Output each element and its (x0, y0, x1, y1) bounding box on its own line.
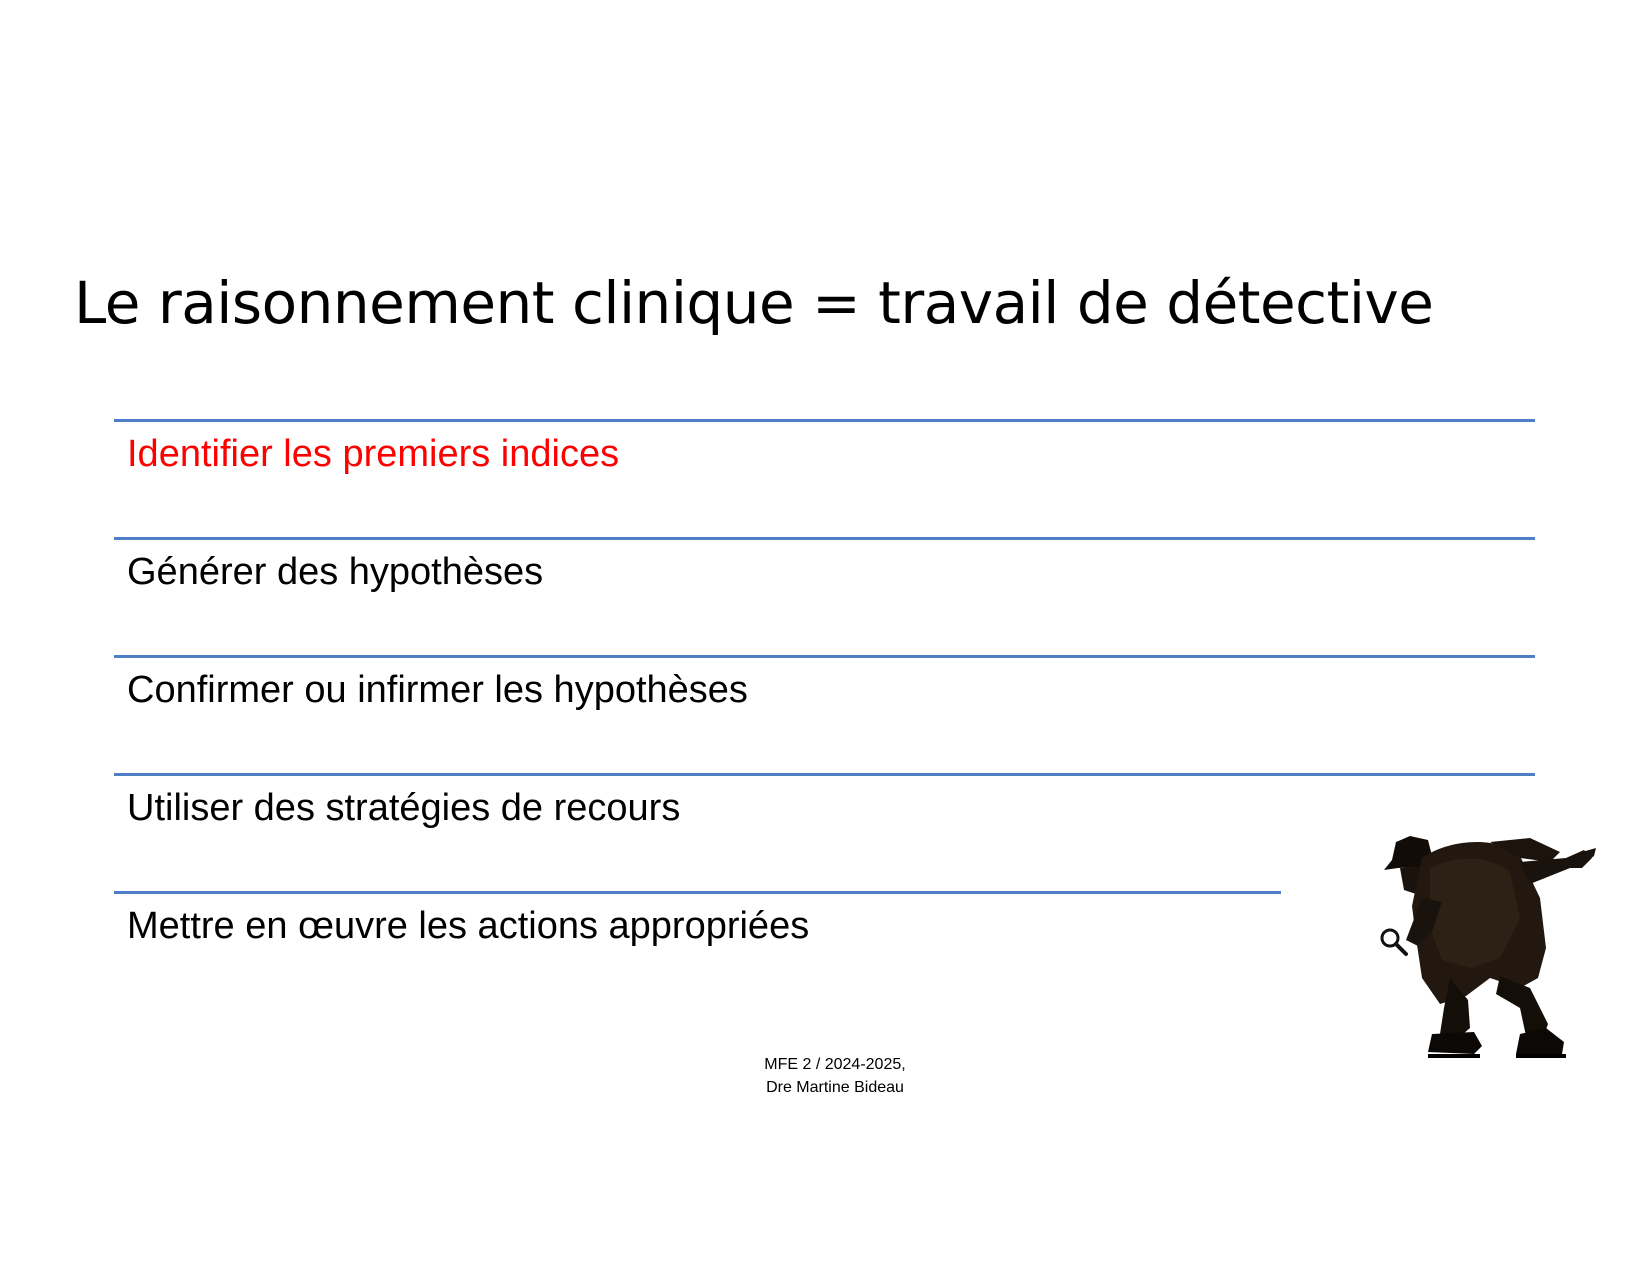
step-divider (114, 773, 1535, 776)
slide-footer (735, 1053, 935, 1099)
slide-title: Le raisonnement clinique = travail de détective (74, 269, 1434, 337)
step-label-identify: Identifier les premiers indices (127, 433, 620, 475)
step-label-generate: Générer des hypothèses (127, 551, 544, 593)
footer-course: MFE 2 / 2024-2025, (764, 1056, 906, 1073)
step-label-confirm: Confirmer ou infirmer les hypothèses (127, 669, 748, 711)
step-label-actions: Mettre en œuvre les actions appropriées (127, 905, 810, 947)
step-divider (114, 655, 1535, 658)
step-divider (114, 537, 1535, 540)
footer-author: Dre Martine Bideau (766, 1079, 904, 1096)
step-divider (114, 419, 1535, 422)
step-label-strategies: Utiliser des stratégies de recours (127, 787, 681, 829)
detective-silhouette-icon (1370, 828, 1600, 1063)
step-divider (114, 891, 1281, 894)
